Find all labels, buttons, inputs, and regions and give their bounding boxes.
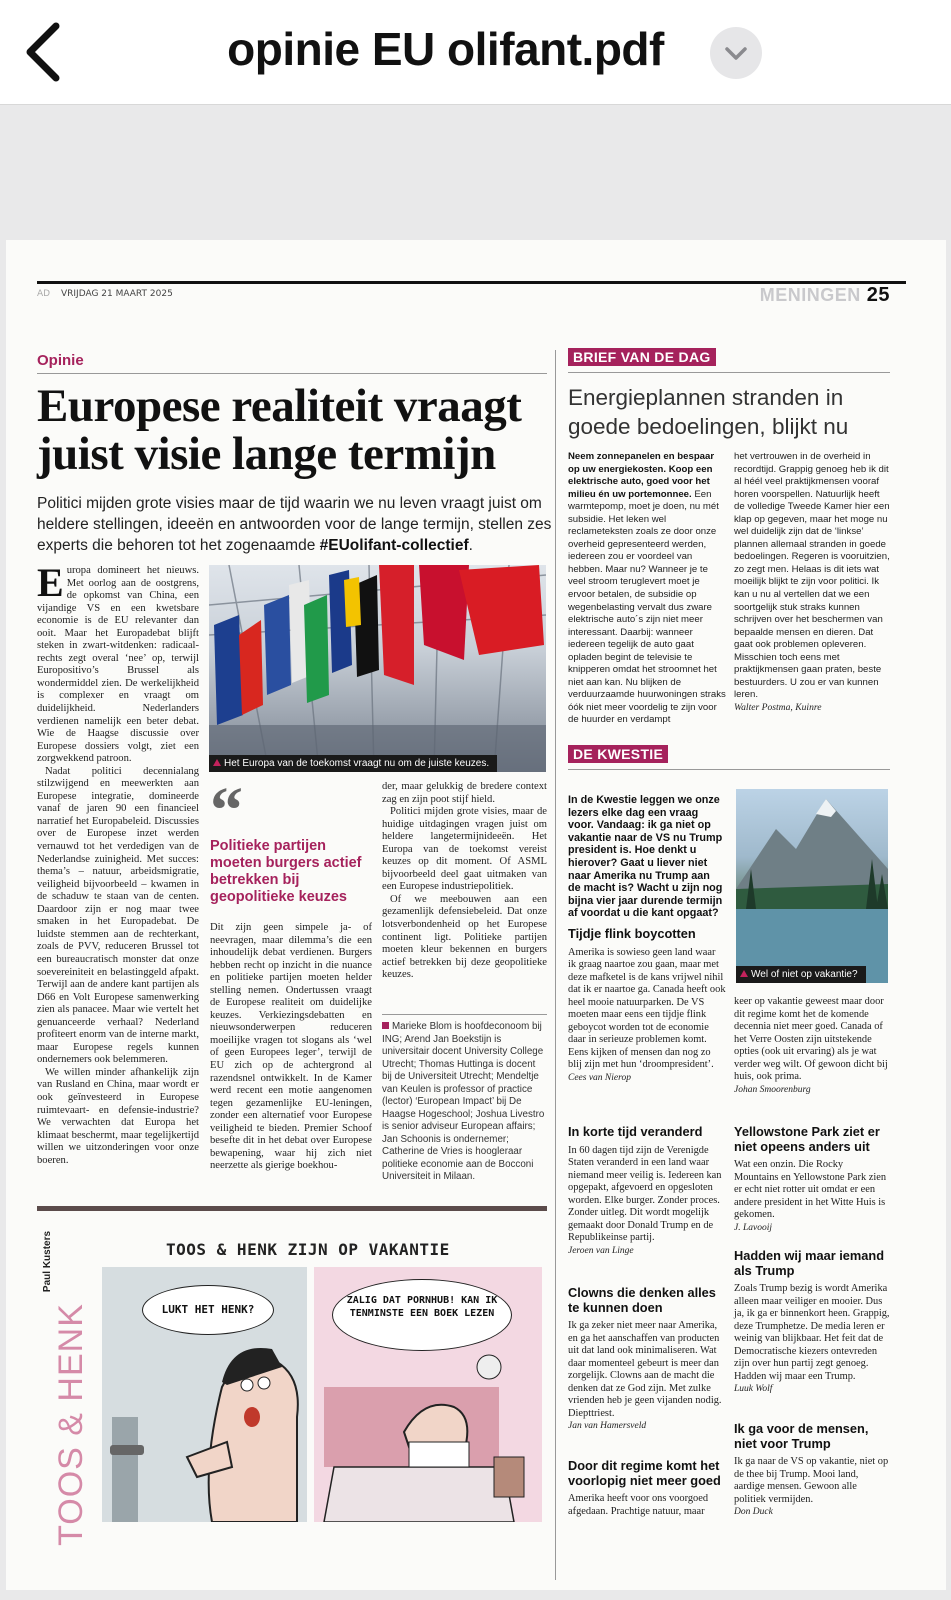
brief-headline: Energieplannen stranden in goede bedoelingen, blijkt nu bbox=[568, 385, 849, 439]
col3-paragraph-1: der, maar gelukkig de bredere context zag en zijn poot stijf hield. bbox=[382, 781, 547, 805]
photo-caption-text: Het Europa van de toekomst vraagt nu om de juiste keuzes. bbox=[224, 758, 490, 769]
letter-1-title: Tijdje flink boycotten bbox=[568, 926, 696, 941]
comic-series-name: TOOS & HENK bbox=[51, 1303, 90, 1546]
letter-2-signature: Jeroen van Linge bbox=[568, 1245, 634, 1256]
letter-6 bbox=[734, 1249, 890, 1396]
quote-mark-icon: “ bbox=[210, 774, 243, 847]
brief-body-1: Een warmtepomp, moet je doen, nu mét subsidie. Het leken wel reclameteksten zoals ze door onze overheid gepresenteerd werden, iedereen zou er voordeel van hebben. Maar nu? Wanneer je te veel stroom teruglevert moet je ervoor betalen, de subsidie op wegenbelasting vervalt dus zware elektrische auto´s zijn niet meer interessant. Daarbij: wanneer iedereen tegelijk de auto gaat opladen begint de televisie te knipperen omdat het stroomnet het niet aan kan. Nu blijken de verduurzaamde huurwoningen straks óók niet meer voordelig te zijn voor de huurder en verdampt bbox=[568, 488, 726, 726]
article-kicker: Opinie bbox=[37, 352, 84, 369]
page-number: 25 bbox=[866, 284, 890, 306]
letter-4-title: Door dit regime komt het voorlopig niet meer goed bbox=[568, 1458, 721, 1488]
brief-body-2: het vertrouwen in de overheid in recordtijd. Grappig genoeg heb ik dit al héél veel praktijkmensen vooraf horen voorspellen. Natuurlijk heeft de volledige Tweede Kamer hier een klap op gegeven, maar het moge nu wel duidelijk zijn dat de ‘linkse’ plannen allemaal stranden in goede bedoelingen. Regeren is vooruitzien, zo zegt men. Helaas is dit iets wat moeilijk blijkt te zijn voor politici. Ik kan u nu al vertellen dat we een soortgelijk stuk straks kunnen schrijven over het beschermen van bepaalde mensen en dieren. Dat gaat ook problemen opleveren. Misschien toch eens met praktijkmensen gaan praten, beste bestuurders. U zou er van kunnen leren. bbox=[734, 451, 890, 701]
comic-artist: Paul Kusters bbox=[42, 1230, 54, 1293]
intro-text: Politici mijden grote visies maar de tijd waarin we nu leven vraagt juist om heldere stellingen, ideeën en antwoorden voor de lange termijn, stellen zes experts die behoren tot het zogenaamde bbox=[37, 495, 552, 554]
col1-paragraph-1: uropa domineert het nieuws. Met oorlog aan de oostgrens, de opkomst van China, een vijandige VS en een kwetsbare economie is de EU relevanter dan ooit. Maar het Europadebat blijft steken in zwart-witdenken: radicaal-rechts zegt overal ‘nee’ op, terwijl Europositivo’s Brussel als wondermiddel zien. De werkelijkheid is complexer en vraagt om duidelijkheid. Nederlanders verdienen namelijk een beter debat. Wie de Haagse discussie over Europese dossiers volgt, ziet een zorgwekkend patroon. bbox=[37, 565, 199, 765]
col3-paragraph-2: Politici mijden grote visies, maar de huidige uitdagingen vragen juist om heldere langetermijnideeën. Het Europa van de toekomst vereist keuzes op dit moment. Of ASML bijvoorbeeld deel gaat uitmaken van een Europese industriepolitiek. bbox=[382, 806, 547, 893]
col2-paragraph-1: Dit zijn geen simpele ja- of neevragen, maar dilemma’s die een inhoudelijk debat verdienen. Burgers hebben recht op inzicht in die nuance en politieke partijen moeten helder stelling nemen. Ondertussen vraagt de Europese realiteit om duidelijke keuzes. Verkiezingsdebatten en nieuwsonderwerpen reduceren moeilijke vragen tot slogans als ‘wel of geen Europees leger’, terwijl de EU zich op de achtergrond al razendsnel ontwikkelt. In de Kamer werd recent een motie aangenomen tegen gezamenlijke EU-leningen, zonder een alternatief voor Europese veiligheid te bieden. Premier Schoof besefte dit in het debat over Europese bewapening, waar hij zich niet neerzette als gierige boekhou- bbox=[210, 922, 372, 1172]
bio-text: Marieke Blom is hoofdeconoom bij ING; Arend Jan Boekstijn is universitair docent University College Utrecht; Thomas Huttinga is docent bij de Universiteit Utrecht; Mendeltje van Keulen is professor of practice (lector) ‘European Impact’ bij De Haagse Hogeschool; Joshua Livestro is senior adviseur European affairs; Jan Schoonis is ondernemer; Catherine de Vries is hoogleraar politieke economie aan de Bocconi Universiteit in Milaan. bbox=[382, 1021, 545, 1182]
article-column-3 bbox=[382, 781, 547, 1006]
column-divider bbox=[555, 350, 556, 1580]
letter-2-title: In korte tijd veranderd bbox=[568, 1124, 703, 1139]
letter-6-signature: Luuk Wolf bbox=[734, 1384, 773, 1394]
kwestie-tab-label: DE KWESTIE bbox=[568, 745, 668, 763]
mountain-caption-text: Wel of niet op vakantie? bbox=[751, 969, 858, 980]
document-title: opinie EU olifant.pdf bbox=[227, 23, 664, 75]
letter-1-signature: Cees van Nierop bbox=[568, 1072, 631, 1083]
intro-hashtag: #EUolifant-collectief bbox=[319, 537, 469, 554]
brief-lead: Neem zonnepanelen en bespaar op uw energiekosten. Koop een elektrische auto, goed voor het milieu én uw portemonnee. bbox=[568, 451, 715, 500]
article-column-2 bbox=[210, 922, 372, 1187]
eu-flags-photo bbox=[209, 565, 546, 772]
letter-5-title: Yellowstone Park ziet er niet opeens anders uit bbox=[734, 1124, 880, 1154]
brief-rule bbox=[568, 372, 890, 373]
letter-7-signature: Don Duck bbox=[734, 1507, 773, 1517]
photo-caption bbox=[209, 755, 497, 772]
brief-column-1 bbox=[568, 451, 726, 731]
comic-title: TOOS & HENK ZIJN OP VAKANTIE bbox=[166, 1240, 450, 1259]
page-dateline bbox=[37, 289, 173, 299]
letter-4 bbox=[568, 1459, 726, 1518]
mountain-illustration bbox=[736, 789, 888, 983]
comic-panel-1 bbox=[102, 1267, 307, 1522]
speech-bubble-1: LUKT HET HENK? bbox=[142, 1285, 274, 1335]
col1-paragraph-2: Nadat politici decennialang stilzwijgend en meewerkten aan Europese integratie, domineerde vanaf de jaren 90 een financieel narratief het Europabeleid. Discussies over de Europese inzet werden vernauwd tot het verdedigen van de Nederlandse zuinigheid. Met succes: thema’s – natuur, arbeidsmigratie, veiligheid bijvoorbeeld – kwamen in de schaduw te staan van de centen. Daardoor zijn er nog maar twee smaken in het Europadebat. De luidste stemmen aan de rechterkant, zoals de PVV, reduceren Brussel tot een bureaucratisch monster dat onze soevereiniteit en belastinggeld afpakt. Terwijl aan de andere kant partijen als D66 en Volt Europese samenwerking zien als panacee. Maar wie vertelt het genuanceerde verhaal? Nederland profiteert enorm van de interne markt, maar Europese regels kunnen ondernemers ook belemmeren. bbox=[37, 765, 199, 1066]
article-column-1 bbox=[37, 565, 199, 1187]
letter-4-continued-body: keer op vakantie geweest maar door dit regime komt het de komende decennia niet meer goed. Canada of het Verre Oosten zijn uitstekende opties (ook uit ervaring) als je wat verder weg wilt. Of gewoon dicht bij huis, ook prima. bbox=[734, 996, 888, 1082]
letter-5-body: Wat een onzin. Die Rocky Mountains en Yellowstone Park zien er echt niet rotter uit omdat er een andere president in het Witte Huis is gekomen. bbox=[734, 1159, 887, 1220]
letter-1-body: Amerika is sowieso geen land waar ik graag naartoe zou gaan, maar met deze mafketel is de kans vrijwel nihil dat ik er naartoe ga. Canada heeft ook heel mooie natuurparken. De VS moeten maar eens een tijdje flink geboycot worden tot de economie daar in serieuze problemen komt. Eens kijken of mensen dan nog zo blij zijn met hun ‘droompresident’. bbox=[568, 946, 726, 1070]
pull-quote: Politieke partijen moeten burgers actief betrekken bij geopolitieke keuzes bbox=[210, 838, 362, 905]
pdf-page[interactable] bbox=[6, 240, 946, 1590]
letter-3 bbox=[568, 1286, 726, 1433]
brief-column-2 bbox=[734, 451, 892, 726]
publication-mark: AD bbox=[37, 289, 51, 299]
letter-4-body: Amerika heeft voor ons voorgoed afgedaan. Prachtige natuur, maar bbox=[568, 1493, 709, 1517]
intro-end: . bbox=[468, 537, 473, 554]
comic-panel-2 bbox=[314, 1267, 542, 1522]
kwestie-rule bbox=[568, 769, 890, 770]
col3-paragraph-3: Of we meebouwen aan een gezamenlijk defensiebeleid. Dat onze lotsverbondenheid op het Europese continent ligt. Politieke partijen moeten kleur bekennen en burgers actief betrekken bij deze geopolitieke keuzes. bbox=[382, 893, 547, 981]
bio-rule bbox=[382, 1014, 547, 1015]
viewer-toolbar bbox=[0, 0, 951, 105]
mountain-lake-photo bbox=[736, 789, 888, 983]
caption-triangle-icon bbox=[740, 970, 748, 977]
brief-signature: Walter Postma, Kuinre bbox=[734, 701, 822, 713]
kwestie-intro: In de Kwestie leggen we onze lezers elke dag een vraag voor. Vandaag: ik ga niet op vakantie naar de VS nu Trump president is. Hoe denkt u hierover? Gaat u liever niet naar Amerika nu Trump aan de macht is? Wacht u zijn nog bijna vier jaar durende termijn af voordat u die kant opgaat? bbox=[568, 794, 723, 920]
letter-5-signature: J. Lavooij bbox=[734, 1222, 772, 1233]
comic-rule bbox=[37, 1206, 547, 1211]
caption-triangle-icon bbox=[213, 759, 221, 766]
letter-3-body: Ik ga zeker niet meer naar Amerika, en ga het aanschaffen van producten uit dat land ook minimaliseren. Wat daar momenteel gebeurt is meer dan zorgelijk. Clowns aan de macht die denken dat ze God zijn. Met zulke vrienden heb je geen vijanden nodig. Diepttriest. bbox=[568, 1320, 722, 1419]
dropcap: E bbox=[37, 565, 64, 605]
page-date: VRIJDAG 21 MAART 2025 bbox=[60, 289, 173, 299]
flags-illustration bbox=[209, 565, 546, 772]
letter-7 bbox=[734, 1422, 890, 1519]
col1-paragraph-3: We willen minder afhankelijk zijn van Rusland en China, maar wordt er ook geïnvesteerd in Europese ruimtevaart- en defensie-industrie? We verwachten dat Europa het klimaat beschermt, maar tegelijkertijd willen we uitzonderingen voor onze boeren. bbox=[37, 1066, 199, 1166]
letter-1 bbox=[568, 927, 726, 1084]
author-bio bbox=[382, 1021, 547, 1184]
letter-6-body: Zoals Trump bezig is wordt Amerika alleen maar veiliger en mooier. Dus ja, ik ga er binnenkort heen. Grappig, deze Trumphetze. De media leren er weinig van blijkbaar. Het feit dat de Democratische kiezers ontevreden zijn over hun partij zegt genoeg. Hadden wij maar een Trump. bbox=[734, 1283, 890, 1382]
letter-3-title: Clowns die denken alles te kunnen doen bbox=[568, 1285, 716, 1315]
article-intro bbox=[37, 493, 557, 556]
chevron-down-icon bbox=[710, 27, 762, 79]
letter-4-signature: Johan Smoorenburg bbox=[734, 1084, 811, 1095]
section-header bbox=[760, 284, 890, 307]
title-menu-button[interactable] bbox=[710, 27, 762, 79]
brief-tab-label: BRIEF VAN DE DAG bbox=[568, 348, 716, 366]
letter-3-signature: Jan van Hamersveld bbox=[568, 1421, 647, 1431]
letter-4-continued bbox=[734, 996, 890, 1096]
speech-bubble-2: ZALIG DAT PORNHUB! KAN IK TENMINSTE EEN BOEK LEZEN bbox=[332, 1279, 512, 1351]
kicker-rule bbox=[37, 373, 547, 374]
letter-7-body: Ik ga naar de VS op vakantie, niet op de thee bij Trump. Mooi land, aardige mensen. Gewoon alle politiek vermijden. bbox=[734, 1456, 889, 1505]
article-headline: Europese realiteit vraagt juist visie lange termijn bbox=[37, 380, 522, 480]
bio-square-icon bbox=[382, 1022, 389, 1029]
letter-5 bbox=[734, 1125, 890, 1234]
section-name: MENINGEN bbox=[759, 285, 861, 305]
mountain-photo-caption bbox=[736, 966, 866, 983]
letter-2 bbox=[568, 1125, 726, 1257]
letter-2-body: In 60 dagen tijd zijn de Verenigde Staten veranderd in een land waar niemand meer veilig is. Iedereen kan opgepakt, afgevoerd en opgesloten worden. Elke burger. Zonder proces. Zonder uitleg. Dit wordt mogelijk gemaakt door Donald Trump en de Republikeinse partij. bbox=[568, 1144, 722, 1243]
letter-6-title: Hadden wij maar iemand als Trump bbox=[734, 1248, 885, 1278]
letter-7-title: Ik ga voor de mensen, niet voor Trump bbox=[734, 1421, 869, 1451]
